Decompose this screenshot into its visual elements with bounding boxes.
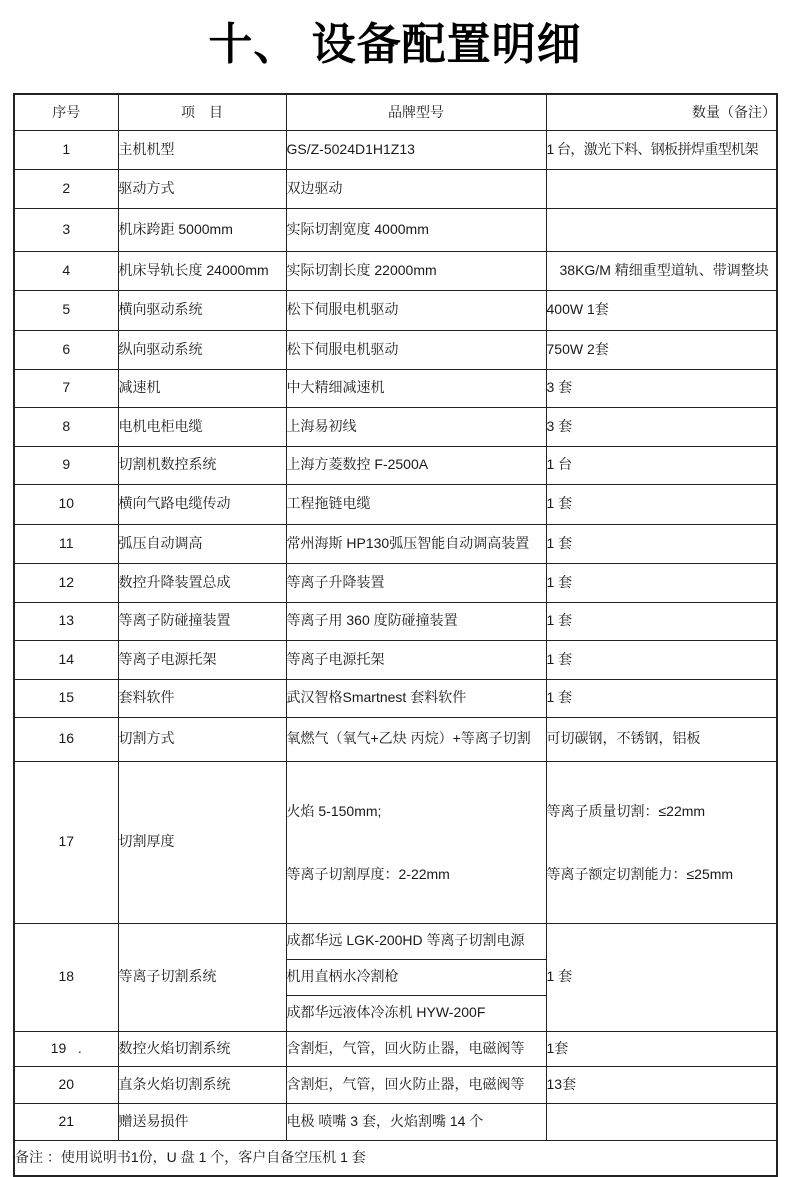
brand-cell: 等离子电源托架 <box>286 640 546 679</box>
serial-cell: 15 <box>14 679 118 717</box>
qty-cell: 400W 1套 <box>546 290 777 330</box>
table-row <box>14 761 777 923</box>
brand-cell: 上海方菱数控 F-2500A <box>286 446 546 484</box>
brand-subcell: 成都华远液体冷冻机 HYW-200F <box>286 995 546 1031</box>
brand-cell: 等离子用 360 度防碰撞装置 <box>286 602 546 640</box>
serial-cell: 20 <box>14 1066 118 1103</box>
serial-cell: 11 <box>14 524 118 563</box>
header-row <box>14 94 777 130</box>
table-row <box>14 251 777 290</box>
qty-cell: 1套 <box>546 1031 777 1066</box>
item-cell: 切割机数控系统 <box>118 446 286 484</box>
item-cell: 机床跨距 5000mm <box>118 208 286 251</box>
qty-cell: 1 台 <box>546 446 777 484</box>
table-row <box>14 407 777 446</box>
item-cell: 套料软件 <box>118 679 286 717</box>
brand-cell: 电极 喷嘴 3 套，火焰割嘴 14 个 <box>286 1103 546 1140</box>
qty-line-1: 等离子质量切割：≤22mm <box>546 802 706 819</box>
item-cell: 直条火焰切割系统 <box>118 1066 286 1103</box>
brand-line-1: 火焰 5-150mm; <box>286 802 382 819</box>
qty-cell <box>546 761 777 923</box>
table-row <box>14 640 777 679</box>
serial-cell: 17 <box>14 761 118 923</box>
table-row <box>14 923 777 959</box>
item-cell: 电机电柜电缆 <box>118 407 286 446</box>
brand-line-2: 等离子切割厚度：2-22mm <box>286 865 450 882</box>
serial-cell: 5 <box>14 290 118 330</box>
table-row <box>14 524 777 563</box>
serial-cell: 12 <box>14 563 118 602</box>
brand-cell: 实际切割宽度 4000mm <box>286 208 546 251</box>
item-cell: 切割方式 <box>118 717 286 761</box>
table-row <box>14 290 777 330</box>
table-row <box>14 130 777 169</box>
qty-cell: 可切碳钢，不锈钢，铝板 <box>546 717 777 761</box>
item-cell: 数控火焰切割系统 <box>118 1031 286 1066</box>
qty-cell: 1 套 <box>546 640 777 679</box>
qty-cell: 1 台，激光下料、钢板拼焊重型机架 <box>546 130 777 169</box>
brand-cell: 上海易初线 <box>286 407 546 446</box>
footer-note: 备注 ：使用说明书1份，U 盘 1 个，客户自备空压机 1 套 <box>14 1140 777 1176</box>
brand-cell: 双边驱动 <box>286 169 546 208</box>
serial-cell: 2 <box>14 169 118 208</box>
qty-cell: 1 套 <box>546 563 777 602</box>
qty-cell: 38KG/M 精细重型道轨、带调整块 <box>546 251 777 290</box>
footer-row <box>14 1140 777 1176</box>
item-cell: 机床导轨长度 24000mm <box>118 251 286 290</box>
brand-cell: 松下伺服电机驱动 <box>286 330 546 369</box>
qty-cell: 13套 <box>546 1066 777 1103</box>
serial-cell: 10 <box>14 484 118 524</box>
header-brand: 品牌型号 <box>286 94 546 130</box>
table-row <box>14 717 777 761</box>
table-row <box>14 1066 777 1103</box>
table-row <box>14 330 777 369</box>
item-cell: 驱动方式 <box>118 169 286 208</box>
qty-cell: 750W 2套 <box>546 330 777 369</box>
qty-cell <box>546 169 777 208</box>
header-serial: 序号 <box>14 94 118 130</box>
brand-cell: 中大精细减速机 <box>286 369 546 407</box>
qty-cell: 1 套 <box>546 602 777 640</box>
qty-cell: 1 套 <box>546 923 777 1031</box>
brand-cell: 武汉智格Smartnest 套料软件 <box>286 679 546 717</box>
table-row <box>14 446 777 484</box>
serial-cell: 6 <box>14 330 118 369</box>
serial-cell: 18 <box>14 923 118 1031</box>
brand-cell: 含割炬，气管，回火防止器，电磁阀等 <box>286 1031 546 1066</box>
serial-cell: 13 <box>14 602 118 640</box>
table-row <box>14 369 777 407</box>
brand-cell: 等离子升降装置 <box>286 563 546 602</box>
item-cell: 减速机 <box>118 369 286 407</box>
brand-cell <box>286 761 546 923</box>
serial-cell: 1 <box>14 130 118 169</box>
brand-cell: 工程拖链电缆 <box>286 484 546 524</box>
brand-cell: 松下伺服电机驱动 <box>286 290 546 330</box>
qty-cell <box>546 208 777 251</box>
qty-cell: 1 套 <box>546 524 777 563</box>
item-cell: 等离子切割系统 <box>118 923 286 1031</box>
qty-cell: 1 套 <box>546 484 777 524</box>
item-cell: 等离子电源托架 <box>118 640 286 679</box>
header-item: 项 目 <box>118 94 286 130</box>
item-cell: 主机机型 <box>118 130 286 169</box>
table-row <box>14 602 777 640</box>
table-row <box>14 208 777 251</box>
item-cell: 赠送易损件 <box>118 1103 286 1140</box>
table-row <box>14 1031 777 1066</box>
table-row <box>14 679 777 717</box>
qty-cell: 3 套 <box>546 369 777 407</box>
brand-cell: GS/Z-5024D1H1Z13 <box>286 130 546 169</box>
brand-cell: 含割炬，气管，回火防止器，电磁阀等 <box>286 1066 546 1103</box>
item-cell: 等离子防碰撞装置 <box>118 602 286 640</box>
serial-cell: 16 <box>14 717 118 761</box>
brand-cell: 氧燃气（氧气+乙炔 丙烷）+等离子切割 <box>286 717 546 761</box>
serial-cell: 7 <box>14 369 118 407</box>
item-cell: 弧压自动调高 <box>118 524 286 563</box>
brand-cell: 常州海斯 HP130弧压智能自动调高装置 <box>286 524 546 563</box>
serial-cell: 3 <box>14 208 118 251</box>
table-row <box>14 1103 777 1140</box>
table-row <box>14 484 777 524</box>
qty-cell <box>546 1103 777 1140</box>
serial-cell: 14 <box>14 640 118 679</box>
page-title: 十、 设备配置明细 <box>208 20 582 69</box>
serial-cell: 9 <box>14 446 118 484</box>
item-cell: 横向驱动系统 <box>118 290 286 330</box>
equipment-table <box>13 93 778 1177</box>
item-cell: 纵向驱动系统 <box>118 330 286 369</box>
item-cell: 切割厚度 <box>118 761 286 923</box>
qty-cell: 1 套 <box>546 679 777 717</box>
brand-cell: 实际切割长度 22000mm <box>286 251 546 290</box>
table-row <box>14 169 777 208</box>
qty-line-2: 等离子额定切割能力：≤25mm <box>546 865 734 882</box>
table-row <box>14 563 777 602</box>
item-cell: 横向气路电缆传动 <box>118 484 286 524</box>
serial-cell: 21 <box>14 1103 118 1140</box>
qty-cell: 3 套 <box>546 407 777 446</box>
item-cell: 数控升降装置总成 <box>118 563 286 602</box>
serial-cell: 4 <box>14 251 118 290</box>
serial-cell: 8 <box>14 407 118 446</box>
header-qty: 数量（备注） <box>546 94 777 130</box>
brand-subcell: 成都华远 LGK-200HD 等离子切割电源 <box>286 923 546 959</box>
serial-cell: 19 . <box>14 1031 118 1066</box>
brand-subcell: 机用直柄水冷割枪 <box>286 959 546 995</box>
